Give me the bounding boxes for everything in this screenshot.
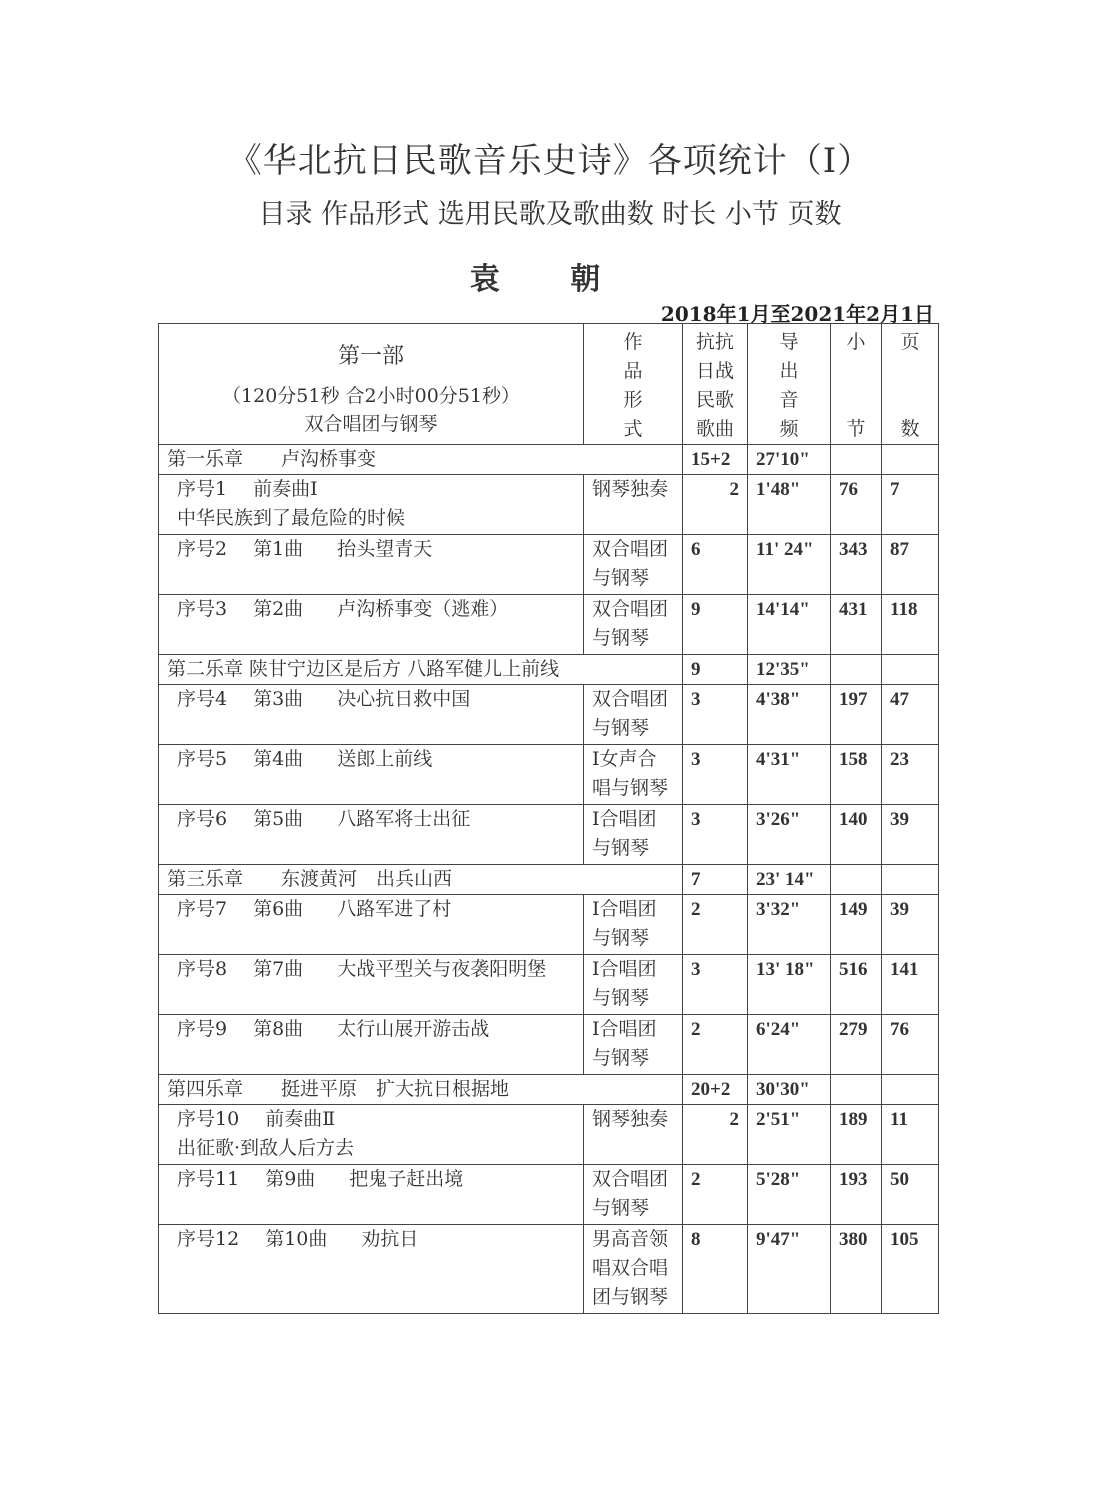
item-bars: 516 bbox=[831, 955, 882, 1015]
header-text: 音 bbox=[779, 389, 799, 411]
item-title-cell bbox=[159, 805, 584, 865]
date-range: 2018年1月至2021年2月1日 bbox=[660, 302, 934, 326]
movement-title: 第二乐章 陕甘宁边区是后方 八路军健儿上前线 bbox=[159, 655, 683, 685]
item-title-cell bbox=[159, 1015, 584, 1075]
movement-row bbox=[159, 445, 939, 475]
header-text: 小 bbox=[846, 331, 866, 353]
item-piece: 第4曲 bbox=[253, 748, 304, 770]
item-form: 双合唱团与钢琴 bbox=[584, 685, 683, 745]
header-text: 民歌 bbox=[695, 389, 734, 411]
item-bars: 193 bbox=[831, 1165, 882, 1225]
item-piece: 第9曲 bbox=[265, 1168, 316, 1190]
item-songs: 3 bbox=[683, 685, 748, 745]
item-songs: 9 bbox=[683, 595, 748, 655]
movement-pages bbox=[882, 655, 939, 685]
header-text: 日战 bbox=[695, 360, 734, 382]
header-text: 频 bbox=[779, 418, 799, 440]
header-audio bbox=[748, 324, 831, 445]
item-row bbox=[159, 1105, 939, 1165]
item-pages: 11 bbox=[882, 1105, 939, 1165]
movement-duration: 12'35" bbox=[748, 655, 831, 685]
movement-songs: 15+2 bbox=[683, 445, 748, 475]
header-text: 形 bbox=[623, 389, 643, 411]
item-name: 把鬼子赶出境 bbox=[349, 1168, 464, 1190]
item-title-cell bbox=[159, 685, 584, 745]
movement-bars bbox=[831, 865, 882, 895]
movement-pages bbox=[882, 445, 939, 475]
item-row bbox=[159, 745, 939, 805]
item-duration: 3'26" bbox=[748, 805, 831, 865]
item-row bbox=[159, 475, 939, 535]
header-songs bbox=[683, 324, 748, 445]
item-duration: 14'14" bbox=[748, 595, 831, 655]
item-row bbox=[159, 1165, 939, 1225]
item-duration: 6'24" bbox=[748, 1015, 831, 1075]
item-form: 男高音领唱双合唱团与钢琴 bbox=[584, 1225, 683, 1314]
header-form bbox=[584, 324, 683, 445]
item-songs: 2 bbox=[683, 1015, 748, 1075]
header-text: 抗抗 bbox=[695, 331, 734, 353]
item-row bbox=[159, 595, 939, 655]
item-title-cell bbox=[159, 595, 584, 655]
item-number: 序号11 bbox=[177, 1168, 240, 1190]
item-songs: 6 bbox=[683, 535, 748, 595]
item-name: 卢沟桥事变（逃难） bbox=[337, 598, 509, 620]
movement-row bbox=[159, 1075, 939, 1105]
movement-bars bbox=[831, 655, 882, 685]
item-title-cell bbox=[159, 475, 584, 535]
item-bars: 431 bbox=[831, 595, 882, 655]
item-form: Ⅰ合唱团与钢琴 bbox=[584, 1015, 683, 1075]
item-piece: 第7曲 bbox=[253, 958, 304, 980]
movement-title: 第一乐章 卢沟桥事变 bbox=[159, 445, 683, 475]
item-duration: 1'48" bbox=[748, 475, 831, 535]
item-duration: 2'51" bbox=[748, 1105, 831, 1165]
item-form: Ⅰ合唱团与钢琴 bbox=[584, 805, 683, 865]
item-title-cell bbox=[159, 955, 584, 1015]
item-number: 序号5 bbox=[177, 748, 228, 770]
item-row bbox=[159, 685, 939, 745]
item-bars: 149 bbox=[831, 895, 882, 955]
movement-pages bbox=[882, 865, 939, 895]
ensemble: 双合唱团与钢琴 bbox=[304, 413, 438, 435]
item-number: 序号2 bbox=[177, 538, 228, 560]
item-row bbox=[159, 895, 939, 955]
item-piece: 第10曲 bbox=[265, 1228, 328, 1250]
item-title-cell bbox=[159, 1165, 584, 1225]
item-number: 序号4 bbox=[177, 688, 228, 710]
movement-bars bbox=[831, 1075, 882, 1105]
item-bars: 189 bbox=[831, 1105, 882, 1165]
movement-title: 第四乐章 挺进平原 扩大抗日根据地 bbox=[159, 1075, 683, 1105]
item-piece: 前奏曲Ⅰ bbox=[253, 478, 318, 500]
header-text: 数 bbox=[900, 418, 920, 440]
item-pages: 39 bbox=[882, 895, 939, 955]
item-number: 序号1 bbox=[177, 478, 228, 500]
item-bars: 279 bbox=[831, 1015, 882, 1075]
item-duration: 4'38" bbox=[748, 685, 831, 745]
item-pages: 50 bbox=[882, 1165, 939, 1225]
item-name: 决心抗日救中国 bbox=[337, 688, 471, 710]
item-name: 中华民族到了最危险的时候 bbox=[177, 507, 406, 529]
header-text: 导 bbox=[779, 331, 799, 353]
item-row bbox=[159, 1225, 939, 1314]
item-name: 劝抗日 bbox=[361, 1228, 419, 1250]
item-piece: 第3曲 bbox=[253, 688, 304, 710]
movement-duration: 23' 14" bbox=[748, 865, 831, 895]
item-form: Ⅰ合唱团与钢琴 bbox=[584, 895, 683, 955]
item-form: Ⅰ女声合唱与钢琴 bbox=[584, 745, 683, 805]
item-duration: 13' 18" bbox=[748, 955, 831, 1015]
item-songs: 3 bbox=[683, 745, 748, 805]
item-bars: 380 bbox=[831, 1225, 882, 1314]
item-title-cell bbox=[159, 535, 584, 595]
item-songs: 3 bbox=[683, 955, 748, 1015]
item-duration: 5'28" bbox=[748, 1165, 831, 1225]
item-songs: 2 bbox=[683, 475, 748, 535]
movement-songs: 7 bbox=[683, 865, 748, 895]
item-name: 八路军将士出征 bbox=[337, 808, 471, 830]
header-text: 品 bbox=[623, 360, 643, 382]
part-title: 第一部 bbox=[337, 344, 404, 369]
document-title: 《华北抗日民歌音乐史诗》各项统计（Ⅰ） bbox=[227, 141, 873, 181]
movement-songs: 20+2 bbox=[683, 1075, 748, 1105]
header-part-cell bbox=[159, 324, 584, 445]
item-name: 大战平型关与夜袭阳明堡 bbox=[337, 958, 547, 980]
item-bars: 343 bbox=[831, 535, 882, 595]
movement-duration: 30'30" bbox=[748, 1075, 831, 1105]
movement-bars bbox=[831, 445, 882, 475]
item-number: 序号7 bbox=[177, 898, 228, 920]
author-name: 袁 朝 bbox=[469, 262, 631, 297]
item-piece: 第5曲 bbox=[253, 808, 304, 830]
item-pages: 118 bbox=[882, 595, 939, 655]
item-bars: 197 bbox=[831, 685, 882, 745]
header-text: 作 bbox=[623, 331, 643, 353]
header-pages bbox=[882, 324, 939, 445]
header-text: 式 bbox=[623, 418, 643, 440]
item-pages: 39 bbox=[882, 805, 939, 865]
item-title-cell bbox=[159, 895, 584, 955]
item-pages: 105 bbox=[882, 1225, 939, 1314]
item-pages: 23 bbox=[882, 745, 939, 805]
item-name: 八路军进了村 bbox=[337, 898, 452, 920]
movement-row bbox=[159, 865, 939, 895]
item-number: 序号3 bbox=[177, 598, 228, 620]
item-row bbox=[159, 805, 939, 865]
header-text: 页 bbox=[900, 331, 920, 353]
movement-pages bbox=[882, 1075, 939, 1105]
item-title-cell bbox=[159, 1105, 584, 1165]
item-songs: 2 bbox=[683, 895, 748, 955]
item-pages: 141 bbox=[882, 955, 939, 1015]
item-row bbox=[159, 535, 939, 595]
item-row bbox=[159, 955, 939, 1015]
item-form: Ⅰ合唱团与钢琴 bbox=[584, 955, 683, 1015]
item-title-cell bbox=[159, 745, 584, 805]
item-bars: 158 bbox=[831, 745, 882, 805]
item-bars: 140 bbox=[831, 805, 882, 865]
item-form: 钢琴独奏 bbox=[584, 475, 683, 535]
item-name: 抬头望青天 bbox=[337, 538, 433, 560]
item-pages: 76 bbox=[882, 1015, 939, 1075]
item-piece: 第6曲 bbox=[253, 898, 304, 920]
item-pages: 7 bbox=[882, 475, 939, 535]
item-piece: 前奏曲Ⅱ bbox=[265, 1108, 336, 1130]
item-form: 双合唱团与钢琴 bbox=[584, 1165, 683, 1225]
item-duration: 9'47" bbox=[748, 1225, 831, 1314]
item-piece: 第8曲 bbox=[253, 1018, 304, 1040]
item-name: 太行山展开游击战 bbox=[337, 1018, 490, 1040]
item-piece: 第2曲 bbox=[253, 598, 304, 620]
item-songs: 3 bbox=[683, 805, 748, 865]
header-text: 歌曲 bbox=[695, 418, 734, 440]
item-duration: 3'32" bbox=[748, 895, 831, 955]
item-songs: 8 bbox=[683, 1225, 748, 1314]
header-row bbox=[159, 324, 939, 445]
item-piece: 第1曲 bbox=[253, 538, 304, 560]
document-subtitle: 目录 作品形式 选用民歌及歌曲数 时长 小节 页数 bbox=[258, 199, 842, 230]
item-duration: 11' 24" bbox=[748, 535, 831, 595]
movement-row bbox=[159, 655, 939, 685]
item-bars: 76 bbox=[831, 475, 882, 535]
item-songs: 2 bbox=[683, 1165, 748, 1225]
header-text: 出 bbox=[779, 360, 799, 382]
movement-duration: 27'10" bbox=[748, 445, 831, 475]
item-name: 出征歌·到敌人后方去 bbox=[177, 1137, 355, 1159]
item-form: 双合唱团与钢琴 bbox=[584, 535, 683, 595]
item-songs: 2 bbox=[683, 1105, 748, 1165]
item-number: 序号6 bbox=[177, 808, 228, 830]
item-duration: 4'31" bbox=[748, 745, 831, 805]
header-text: 节 bbox=[846, 418, 866, 440]
item-form: 钢琴独奏 bbox=[584, 1105, 683, 1165]
header-bars bbox=[831, 324, 882, 445]
total-duration: （120分51秒 合2小时00分51秒） bbox=[222, 385, 520, 407]
item-pages: 87 bbox=[882, 535, 939, 595]
item-number: 序号9 bbox=[177, 1018, 228, 1040]
item-pages: 47 bbox=[882, 685, 939, 745]
item-number: 序号12 bbox=[177, 1228, 240, 1250]
item-row bbox=[159, 1015, 939, 1075]
item-number: 序号10 bbox=[177, 1108, 240, 1130]
item-number: 序号8 bbox=[177, 958, 228, 980]
movement-title: 第三乐章 东渡黄河 出兵山西 bbox=[159, 865, 683, 895]
item-form: 双合唱团与钢琴 bbox=[584, 595, 683, 655]
item-title-cell bbox=[159, 1225, 584, 1314]
movement-songs: 9 bbox=[683, 655, 748, 685]
item-name: 送郎上前线 bbox=[337, 748, 433, 770]
statistics-table bbox=[158, 323, 939, 1314]
